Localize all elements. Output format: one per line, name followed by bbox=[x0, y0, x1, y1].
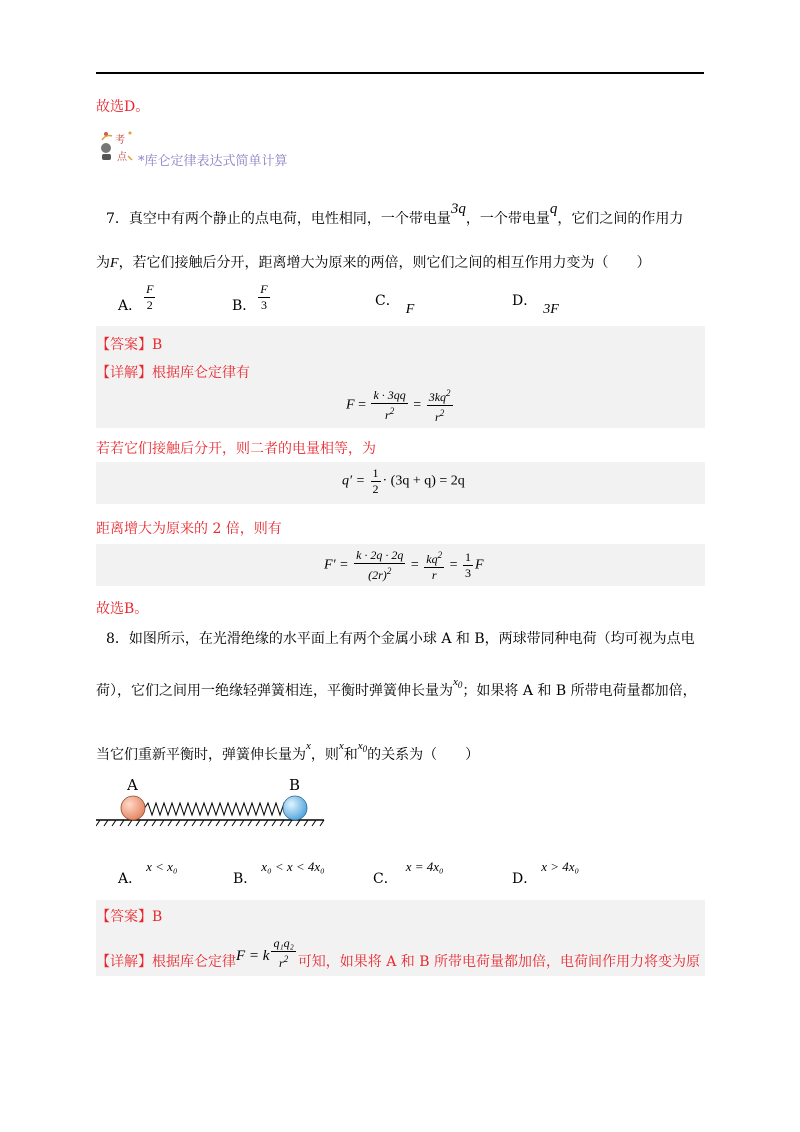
q7-option-d-label: D． bbox=[512, 293, 538, 309]
eq3-frac1-den: (2r) bbox=[368, 568, 387, 582]
q8-x-a: x bbox=[306, 740, 311, 752]
q7-detail-text: 根据库仑定律有 bbox=[152, 365, 250, 381]
q7-option-d[interactable] bbox=[512, 290, 559, 317]
eq3-frac2-den: r bbox=[431, 568, 437, 582]
q8-line1-text: 如图所示，在光滑绝缘的水平面上有两个金属小球 A 和 B，两球带同种电荷（均可视为点电 bbox=[128, 631, 695, 647]
q8-line3 bbox=[96, 740, 480, 764]
q8-option-d[interactable] bbox=[512, 856, 580, 887]
eq1-frac2-den: r bbox=[435, 410, 440, 424]
q7-option-a-label: A． bbox=[118, 297, 143, 314]
q8-option-d-label: D． bbox=[512, 871, 538, 887]
eq2-rhs: · (3q + q) = 2q bbox=[382, 473, 465, 489]
q8-x0-b-var: x bbox=[357, 740, 363, 752]
kaodian-badge-icon bbox=[96, 128, 136, 168]
q8-x0-b bbox=[357, 740, 368, 755]
ball-a-label: A bbox=[127, 776, 138, 794]
eq3-frac2-num: kq bbox=[426, 552, 438, 566]
q7-detail-line bbox=[96, 362, 250, 382]
q7-detail-label: 【详解】 bbox=[96, 365, 152, 381]
q8-spring-figure bbox=[96, 778, 326, 828]
q8-number: 8． bbox=[106, 631, 129, 647]
previous-conclusion: 故选D。 bbox=[96, 99, 150, 115]
q8-option-c-label: C． bbox=[373, 871, 398, 887]
eq3-lhs: F′ = bbox=[324, 557, 349, 573]
q8-line3-b: ，则 bbox=[310, 747, 339, 763]
kaodian-topic: *库仑定律表达式简单计算 bbox=[138, 154, 288, 169]
eq3-frac3-den: 3 bbox=[465, 566, 472, 580]
q7-option-c[interactable] bbox=[375, 290, 415, 317]
eq1-frac1-num: k · 3qq bbox=[373, 388, 406, 402]
eq1-frac2-densq: 2 bbox=[439, 408, 445, 418]
q8-x0-a-sub: 0 bbox=[457, 680, 463, 691]
q8-option-d-expr: x > 4x₀ bbox=[541, 859, 580, 874]
q7-force-F: F bbox=[110, 256, 119, 271]
eq3-frac3-num: 1 bbox=[465, 550, 472, 564]
q7-conclusion: 故选B。 bbox=[96, 601, 149, 617]
eq2-lhs: q′ = bbox=[342, 473, 366, 489]
q7-option-a-den: 2 bbox=[146, 298, 153, 312]
spring-coil bbox=[144, 803, 292, 815]
q7-option-c-label: C． bbox=[375, 293, 400, 309]
q8-option-b-label: B． bbox=[233, 871, 258, 887]
q7-equation-2 bbox=[342, 466, 465, 497]
q8-detail-a: 根据库仑定律 bbox=[152, 953, 236, 970]
q8-line2-a: 荷），它们之间用一绝缘轻弹簧相连，平衡时弹簧伸长量为 bbox=[96, 683, 453, 699]
badge-char-kao: 考 bbox=[115, 135, 125, 146]
q7-line1 bbox=[106, 201, 684, 228]
badge-char-dian: 点 bbox=[117, 152, 127, 163]
header-rule bbox=[96, 72, 704, 74]
eq2-frac-num: 1 bbox=[372, 466, 379, 480]
q7-line2 bbox=[96, 252, 651, 272]
q7-step2: 若若它们接触后分开，则二者的电量相等，为 bbox=[96, 441, 376, 457]
q7-charge-3q: 3q bbox=[450, 201, 466, 217]
q7-line2-b: ，若它们接触后分开，距离增大为原来的两倍，则它们之间的相互作用力变为（ ） bbox=[118, 255, 651, 271]
q7-option-b-den: 3 bbox=[260, 298, 267, 312]
q8-line3-a: 当它们重新平衡时，弹簧伸长量为 bbox=[96, 747, 306, 763]
q8-x-b: x bbox=[338, 740, 344, 752]
q7-option-d-expr: 3F bbox=[543, 302, 559, 317]
q8-option-a-label: A． bbox=[118, 871, 143, 887]
q7-option-b-num: F bbox=[260, 282, 268, 296]
q7-answer: 【答案】B bbox=[96, 337, 163, 353]
q7-option-b[interactable] bbox=[232, 282, 272, 313]
q8-detail-line bbox=[96, 936, 700, 971]
eq3-frac2-sq: 2 bbox=[437, 550, 443, 560]
ball-a bbox=[121, 796, 145, 820]
eq1-frac2-numsq: 2 bbox=[446, 388, 451, 398]
ball-b bbox=[283, 796, 307, 820]
q8-answer: 【答案】B bbox=[96, 909, 163, 925]
q8-option-c[interactable] bbox=[373, 856, 444, 887]
q8-formula-den: r bbox=[279, 956, 284, 970]
eq1-frac1-den: r bbox=[385, 408, 390, 422]
q7-equation-1: F = $\frac{k \cdot 3qq}{r^2}$ = $\frac{3kq^2}{r^2}$ bbox=[346, 388, 451, 424]
q8-formula-num: q₁q₂ bbox=[273, 936, 294, 950]
q8-option-b-expr: x₀ < x < 4x₀ bbox=[261, 859, 325, 874]
q8-option-c-expr: x = 4x₀ bbox=[405, 859, 444, 874]
q8-detail-label: 【详解】 bbox=[96, 953, 152, 970]
q8-formula-sq: 2 bbox=[283, 954, 289, 964]
q7-number: 7． bbox=[106, 211, 129, 227]
q8-option-b[interactable] bbox=[233, 856, 325, 887]
q8-detail-b: 可知，如果将 A 和 B 所带电荷量都加倍，电荷间作用力将变为原 bbox=[297, 953, 700, 970]
q7-text-a: 真空中有两个静止的点电荷，电性相同，一个带电量 bbox=[128, 211, 451, 227]
q7-option-b-label: B． bbox=[232, 297, 257, 314]
q7-equation-3: F′ = $\frac{k \cdot 2q \cdot 2q}{(2r)^2}$ = $\frac{kq^2}{r}$ = $\frac{1}{3}$ F bbox=[324, 548, 484, 582]
q7-option-a[interactable] bbox=[118, 282, 157, 313]
eq3-frac1-sq: 2 bbox=[386, 566, 392, 576]
q8-line1 bbox=[106, 628, 695, 648]
q8-option-a[interactable] bbox=[118, 856, 178, 887]
q8-x0-b-sub: 0 bbox=[362, 744, 368, 755]
ground-hatch bbox=[96, 820, 324, 826]
ball-b-label: B bbox=[289, 776, 301, 794]
q8-formula-lhs: F = k bbox=[236, 947, 270, 964]
q7-option-c-expr: F bbox=[405, 302, 415, 317]
q7-charge-q: q bbox=[549, 201, 558, 217]
eq1-frac1-sq: 2 bbox=[389, 406, 395, 416]
eq2-frac-den: 2 bbox=[372, 482, 379, 496]
q8-line2-b: ；如果将 A 和 B 所带电荷量都加倍， bbox=[462, 683, 697, 699]
q7-text-c: ，它们之间的作用力 bbox=[557, 211, 684, 227]
q7-line2-a: 为 bbox=[96, 255, 110, 271]
q8-line3-c: 和 bbox=[343, 747, 358, 763]
q7-step3: 距离增大为原来的 2 倍，则有 bbox=[96, 521, 282, 537]
q8-line3-d: 的关系为（ ） bbox=[367, 747, 480, 763]
q8-line2 bbox=[96, 676, 697, 700]
q7-text-b: ，一个带电量 bbox=[465, 211, 550, 227]
eq3-tail: F bbox=[475, 557, 484, 573]
q8-option-a-expr: x < x₀ bbox=[146, 859, 178, 874]
q7-option-a-num: F bbox=[146, 282, 154, 296]
q8-x0-a bbox=[453, 676, 463, 691]
q8-x0-a-var: x bbox=[453, 676, 458, 688]
eq3-frac1-num: k · 2q · 2q bbox=[356, 548, 404, 562]
eq1-lhs: F bbox=[346, 397, 355, 413]
eq1-frac2-num: 3kq bbox=[428, 390, 447, 404]
